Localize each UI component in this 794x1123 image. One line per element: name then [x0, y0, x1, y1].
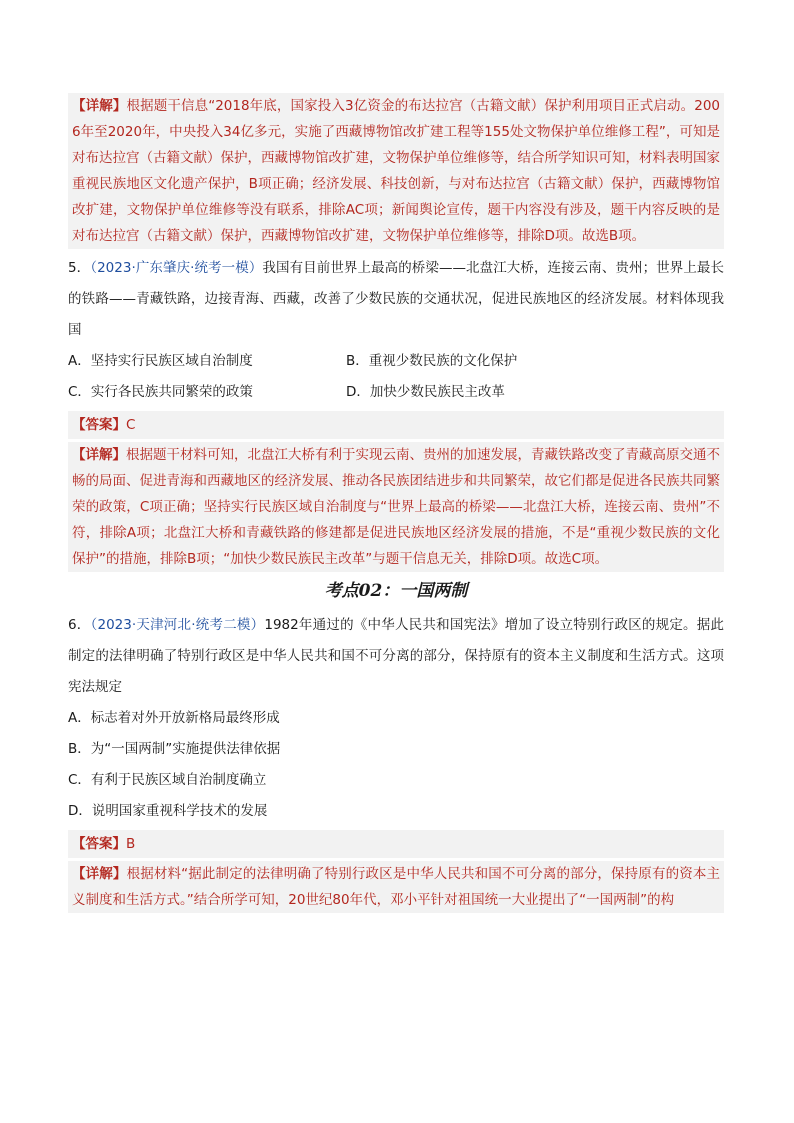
explanation-tag: 【详解】 [72, 98, 127, 114]
question-stem: 我国有目前世界上最高的桥梁——北盘江大桥，连接云南、贵州；世界上最长的铁路——青藏铁路，边接青海、西藏，改善了少数民族的交通状况，促进民族地区的经济发展。材料体现我国 [68, 260, 724, 338]
answer-value: C [126, 417, 136, 433]
question-source: （2023·天津河北·统考二模） [90, 617, 265, 633]
content-area [68, 93, 724, 913]
explanation-text: 根据题干材料可知，北盘江大桥有利于实现云南、贵州的加速发展，青藏铁路改变了青藏高原交通不畅的局面、促进青海和西藏地区的经济发展、推动各民族团结进步和共同繁荣，故它们都是促进各民族共同繁荣的政策，C项正确；坚持实行民族区域自治制度与“世界上最高的桥梁——北盘江大桥，连接云南、贵州”不符，排除A项；北盘江大桥和青藏铁路的修建都是促进民族地区经济发展的措施，不是“重视少数民族的文化保护”的措施，排除B项；“加快少数民族民主改革”与题干信息无关，排除D项。故选C项。 [72, 447, 720, 567]
option-d: D．加快少数民族民主改革 [346, 384, 505, 400]
question-6 [68, 610, 724, 703]
question-number: 6． [68, 617, 91, 633]
q5-explanation-box [68, 442, 724, 572]
q5-answer-box [68, 411, 724, 439]
answer-value: B [126, 836, 136, 852]
question-5 [68, 253, 724, 346]
option-c: C．实行各民族共同繁荣的政策 [68, 384, 253, 400]
answer-tag: 【答案】 [72, 836, 126, 852]
explanation-text: 根据题干信息“2018年底，国家投入3亿资金的布达拉宫（古籍文献）保护利用项目正式启动。2006年至2020年，中央投入34亿多元，实施了西藏博物馆改扩建工程等155处文物保护单位维修工程”，可知是对布达拉宫（古籍文献）保护，西藏博物馆改扩建，文物保护单位维修等，结合所学知识可知，材料表明国家重视民族地区文化遗产保护，B项正确；经济发展、科技创新，与对布达拉宫（古籍文献）保护，西藏博物馆改扩建，文物保护单位维修等没有联系，排除AC项；新闻舆论宣传，题干内容没有涉及，题干内容反映的是对布达拉宫（古籍文献）保护，西藏博物馆改扩建，文物保护单位维修等，排除D项。故选B项。 [72, 98, 720, 244]
explanation-tag: 【详解】 [72, 866, 127, 882]
question-6-options [68, 703, 724, 827]
option-a: A．标志着对外开放新格局最终形成 [68, 710, 280, 726]
answer-tag: 【答案】 [72, 417, 126, 433]
option-c: C．有利于民族区域自治制度确立 [68, 772, 267, 788]
q6-answer-box [68, 830, 724, 858]
explanation-text: 根据材料“据此制定的法律明确了特别行政区是中华人民共和国不可分离的部分，保持原有的资本主义制度和生活方式。”结合所学可知，20世纪80年代，邓小平针对祖国统一大业提出了“一国两制”的构 [72, 866, 721, 908]
q6-explanation-box [68, 861, 724, 913]
section-heading: 考点02：一国两制 [324, 581, 468, 601]
option-d: D．说明国家重视科学技术的发展 [68, 803, 268, 819]
option-b: B．重视少数民族的文化保护 [346, 353, 518, 369]
question-5-options [68, 346, 724, 408]
q4-explanation-box [68, 93, 724, 249]
question-source: （2023·广东肇庆·统考一模） [90, 260, 263, 276]
question-number: 5． [68, 260, 91, 276]
option-a: A．坚持实行民族区域自治制度 [68, 353, 253, 369]
explanation-tag: 【详解】 [72, 447, 126, 463]
question-stem: 1982年通过的《中华人民共和国宪法》增加了设立特别行政区的规定。据此制定的法律明确了特别行政区是中华人民共和国不可分离的部分，保持原有的资本主义制度和生活方式。这项宪法规定 [68, 617, 724, 695]
option-b: B．为“一国两制”实施提供法律依据 [68, 741, 281, 757]
